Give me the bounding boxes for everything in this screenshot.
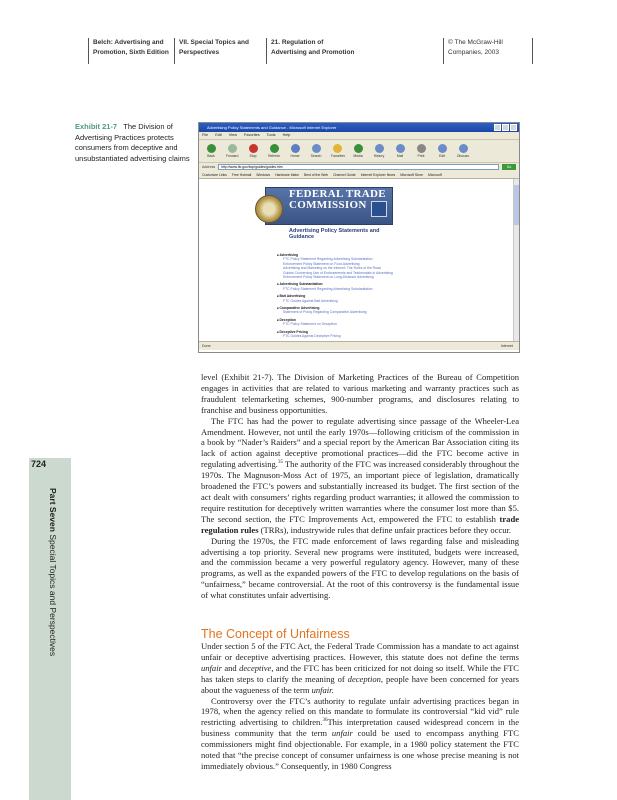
toolbar-edit-button[interactable]	[436, 144, 448, 158]
menu-file[interactable]: File	[202, 133, 209, 137]
vertical-scrollbar[interactable]	[513, 179, 519, 341]
toolbar-label: Refresh	[268, 154, 280, 158]
toc-link[interactable]: FTC Policy Statement Regarding Advertising Substantiation	[283, 286, 373, 291]
scrollbar-thumb[interactable]	[514, 185, 519, 225]
header-chapter: 21. Regulation of Advertising and Promotion	[266, 38, 354, 64]
ftc-banner-title: FEDERAL TRADE COMMISSION	[289, 188, 386, 211]
minimize-icon[interactable]	[494, 124, 501, 131]
paragraph-2: The FTC has had the power to regulate advertising since passage of the Wheeler-Lea Amendment. However, not until the early 1970s—following criticism of the commission in a book by “Nader’s Raiders” and a special report by the American Bar Association citing its lack of action against deceptive promotional practices—did the FTC become active in regulating advertising.$^{35}$ The authority of the FTC was increased considerably throughout the 1970s. The Magnuson-Moss Act of 1975, an important piece of legislation, dramatically broadened the FTC’s powers and substantially increased its budget. The first section of the act dealt with consumers’ rights regarding product warranties; it allowed the commission to require restitution for deceptively written warranties where the consumer lost more than $5. The second section, the FTC Improvements Act, empowered the FTC to establish trade regulation rules (TRRs), industrywide rules that define unfair practices before they occur.	[201, 415, 519, 535]
browser-viewport	[199, 179, 519, 341]
toolbar-label: Media	[353, 154, 363, 158]
toc-section-title: ■ Advertising	[277, 253, 407, 257]
toc-link[interactable]: FTC Guides Against Bait Advertising	[283, 298, 338, 303]
exhibit-label: Exhibit 21-7	[75, 122, 118, 131]
header-book-title: Belch: Advertising and Promotion, Sixth Edition	[88, 38, 169, 64]
menu-help[interactable]: Help	[282, 133, 291, 137]
toolbar-label: Forward	[226, 154, 239, 158]
page-number: 724	[31, 459, 47, 469]
policy-toc	[277, 250, 407, 339]
toc-link[interactable]: Guides Concerning Use of Endorsements and Testimonials in Advertising	[283, 270, 393, 275]
toolbar-label: Stop	[249, 154, 257, 158]
links-bar	[199, 171, 519, 179]
header-copyright: © The McGraw-Hill Companies, 2003	[443, 38, 533, 64]
toc-section-title: ■ Deception	[277, 318, 407, 322]
toc-link[interactable]: Enforcement Policy Statement on Long-Distance Advertising	[283, 275, 374, 280]
browser-window	[198, 122, 520, 353]
media-icon	[354, 144, 363, 153]
toc-link[interactable]: Advertising and Marketing on the Internet: The Rules of the Road	[283, 266, 381, 271]
toolbar-label: Discuss	[457, 154, 469, 158]
toolbar-home-button[interactable]	[289, 144, 301, 158]
links-bar-item[interactable]: Internet Explorer News	[360, 173, 396, 177]
paragraph-4: Under section 5 of the FTC Act, the Federal Trade Commission has a mandate to act against unfair or deceptive advertising practices. However, this statute does not define the terms unfair and deceptive, and the FTC has been criticized for not doing so itself. While the FTC has taken steps to clarify the meaning of deception, people have been concerned for years about the vagueness of the term unfair.	[201, 641, 520, 695]
body-text-unfairness	[201, 641, 519, 772]
links-bar-item[interactable]: Channel Guide	[333, 173, 356, 177]
running-header	[88, 38, 533, 66]
toolbar-label: Home	[290, 154, 300, 158]
toolbar-back-button[interactable]	[205, 144, 217, 158]
body-text	[201, 372, 519, 601]
home-icon	[291, 144, 300, 153]
status-bar	[199, 341, 519, 350]
toc-section-title: ■ Deceptive Pricing	[277, 330, 407, 334]
ftc-badge-icon	[371, 201, 387, 217]
part-label: Part Seven	[48, 488, 58, 532]
toolbar-label: Print	[417, 154, 425, 158]
footnote-35: 35	[277, 460, 283, 466]
links-bar-item[interactable]: Microsoft Store	[400, 173, 423, 177]
toc-link[interactable]: Statement of Policy Regarding Comparative Advertising	[283, 310, 367, 315]
toolbar-forward-button[interactable]	[226, 144, 238, 158]
sidebar-part-title	[48, 488, 58, 656]
links-bar-item[interactable]: Free Hotmail	[231, 173, 252, 177]
toc-link[interactable]: FTC Guides Against Deceptive Pricing	[283, 334, 341, 339]
part-title: Special Topics and Perspectives	[48, 534, 58, 657]
back-arrow-icon	[207, 144, 216, 153]
term-trade-regulation-rules: trade regulation rules	[201, 513, 519, 535]
address-bar	[199, 163, 519, 171]
paragraph-5: Controversy over the FTC’s authority to regulate unfair advertising practices began in 1978, when the agency relied on this mandate to formulate its controversial “kid vid” rule restricting advertising to children.$^{36}$This interpretation caused widespread concern in the business community that the term unfair could be used to encompass anything FTC commissioners might find objectionable. For example, in a 1980 policy statement the FTC noted that “the precise concept of consumer unfairness is one whose precise meaning is not immediately obvious.” Consequently, in 1980 Congress	[201, 695, 520, 771]
browser-toolbar	[199, 139, 519, 163]
maximize-icon[interactable]	[502, 124, 509, 131]
links-bar-item[interactable]: Microsoft	[428, 173, 442, 177]
paragraph-3: During the 1970s, the FTC made enforcement of laws regarding false and misleading advertising a top priority. Several new programs were instituted, budgets were increased, and the commission became a very powerful regulatory agency. However, many of these programs, as well as the expanded powers of the FTC to develop regulations on the basis of “unfairness,” became controversial. At the root of this controversy is the fundamental issue of what constitutes unfair advertising.	[201, 535, 519, 601]
search-icon	[312, 144, 321, 153]
toolbar-label: Mail	[396, 154, 404, 158]
section-heading: The Concept of Unfairness	[201, 627, 350, 641]
browser-menubar	[199, 132, 519, 139]
toolbar-stop-button[interactable]	[247, 144, 259, 158]
exhibit-caption	[75, 122, 190, 164]
exhibit-caption-text: The Division of Advertising Practices protects consumers from deceptive and unsubstantiated advertising claims	[75, 122, 190, 163]
forward-arrow-icon	[228, 144, 237, 153]
menu-edit[interactable]: Edit	[215, 133, 222, 137]
menu-view[interactable]: View	[228, 133, 237, 137]
print-icon	[417, 144, 426, 153]
footnote-36: 36	[322, 718, 328, 724]
policy-heading: Advertising Policy Statements and Guidance	[289, 228, 380, 240]
toolbar-media-button[interactable]	[352, 144, 364, 158]
toc-link[interactable]: FTC Policy Statement Regarding Advertising Substantiation	[283, 257, 373, 262]
go-button[interactable]: Go	[502, 164, 516, 170]
browser-title: Advertising Policy Statements and Guidance - Microsoft Internet Explorer	[207, 125, 337, 130]
browser-titlebar	[199, 123, 519, 132]
stop-icon	[249, 144, 258, 153]
toolbar-print-button[interactable]	[415, 144, 427, 158]
links-bar-item[interactable]: Windows	[256, 173, 271, 177]
links-bar-item[interactable]: Customize Links	[202, 173, 227, 177]
close-icon[interactable]	[510, 124, 517, 131]
toc-section-title: ■ Bait Advertising	[277, 294, 407, 298]
toolbar-history-button[interactable]	[373, 144, 385, 158]
discuss-icon	[459, 144, 468, 153]
toolbar-label: Favorites	[331, 154, 345, 158]
toolbar-label: Search	[310, 154, 322, 158]
toolbar-favorites-button[interactable]	[331, 144, 343, 158]
menu-tools[interactable]: Tools	[266, 133, 276, 137]
window-buttons	[493, 124, 517, 134]
status-text: Done	[202, 344, 211, 348]
history-icon	[375, 144, 384, 153]
toc-section-title: ■ Comparative Advertising	[277, 306, 407, 310]
toolbar-search-button[interactable]	[310, 144, 322, 158]
toolbar-label: Back	[207, 154, 215, 158]
links-bar-item[interactable]: Best of the Web	[304, 173, 329, 177]
ftc-seal-icon	[255, 195, 283, 223]
favorites-icon	[333, 144, 342, 153]
toc-section-title: ■ Advertising Substantiation	[277, 282, 407, 286]
toolbar-discuss-button[interactable]	[457, 144, 469, 158]
edit-icon	[438, 144, 447, 153]
address-label: Address	[202, 165, 216, 169]
toolbar-label: Edit	[439, 154, 445, 158]
toc-link[interactable]: Enforcement Policy Statement on Food Advertising	[283, 261, 360, 266]
refresh-icon	[270, 144, 279, 153]
header-part: VII. Special Topics and Perspectives	[174, 38, 249, 64]
mail-icon	[396, 144, 405, 153]
toolbar-mail-button[interactable]	[394, 144, 406, 158]
toolbar-label: History	[373, 154, 385, 158]
status-zone: Internet	[500, 344, 513, 348]
toolbar-refresh-button[interactable]	[268, 144, 280, 158]
paragraph-1: level (Exhibit 21-7). The Division of Marketing Practices of the Bureau of Competition engages in activities that are related to various marketing and warranty practices such as fraudulent telemarketing schemes, 900-number programs, and disclosures relating to franchise and business opportunities.	[201, 372, 519, 415]
toc-link[interactable]: FTC Policy Statement on Deception	[283, 322, 337, 327]
menu-favorites[interactable]: Favorites	[244, 133, 260, 137]
address-input[interactable]: http://www.ftc.gov/bcp/guides/guides.htm	[218, 164, 499, 170]
links-bar-item[interactable]: Hardware Make	[275, 173, 299, 177]
